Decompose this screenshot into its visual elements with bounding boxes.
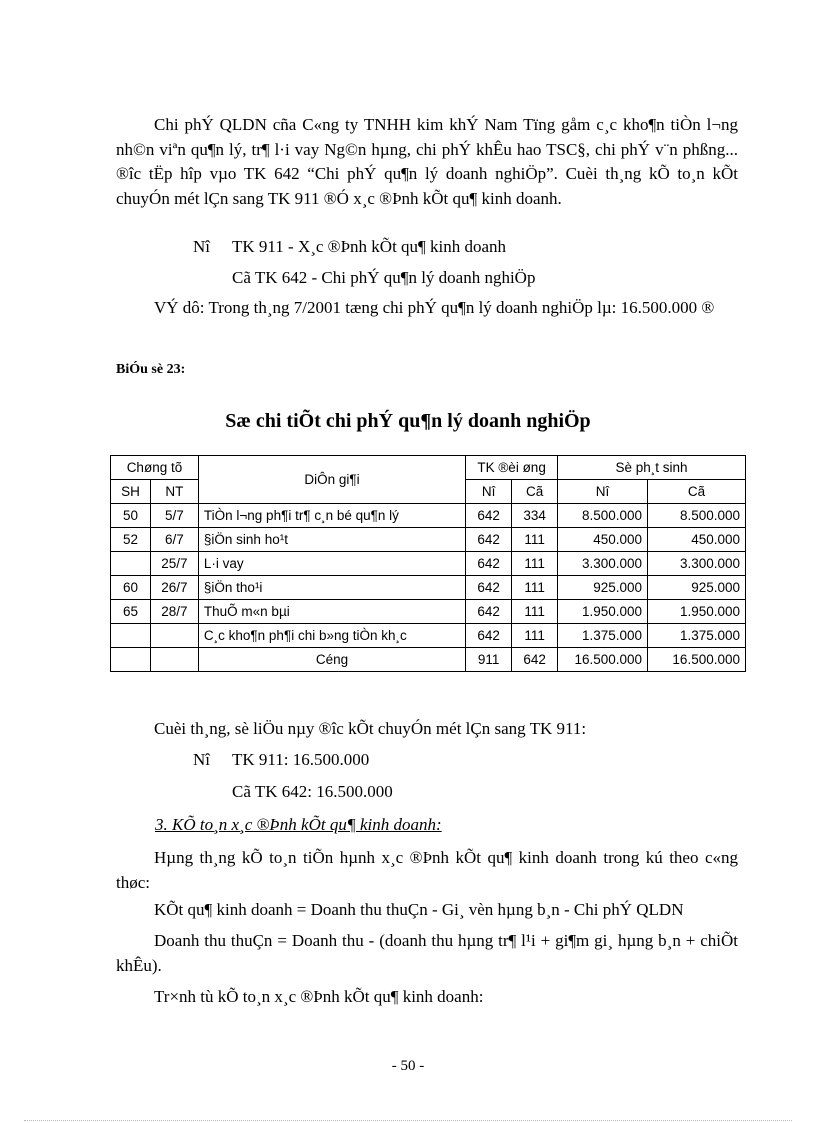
cell-desc: L·i vay (198, 552, 465, 576)
procedure-paragraph: Tr×nh tù kÕ to¸n x¸c ®Þnh kÕt qu¶ kinh doanh: (154, 987, 484, 1006)
cell-nt: 25/7 (150, 552, 198, 576)
cell-tk-no: 642 (466, 600, 512, 624)
header-nt: NT (150, 480, 198, 504)
cell-co: 925.000 (648, 576, 746, 600)
footer-divider (24, 1120, 792, 1121)
cell-tk-co: 111 (512, 576, 558, 600)
cell-co: 1.950.000 (648, 600, 746, 624)
header-so-phat-sinh: Sè ph¸t sinh (558, 456, 746, 480)
journal-co-entry: Cã TK 642 - Chi phÝ qu¶n lý doanh nghiÖp (232, 268, 536, 287)
transfer-no-entry: TK 911: 16.500.000 (232, 750, 370, 769)
cell-tk-co: 334 (512, 504, 558, 528)
cell-desc: ThuÕ m«n bµi (198, 600, 465, 624)
cell-nt: 26/7 (150, 576, 198, 600)
cell-tk-no: 642 (466, 624, 512, 648)
ledger-table (110, 455, 746, 672)
cell-nt: 5/7 (150, 504, 198, 528)
cell-sh (111, 552, 151, 576)
page-number: - 50 - (391, 1058, 425, 1074)
cell-no: 925.000 (558, 576, 648, 600)
cell-no: 3.300.000 (558, 552, 648, 576)
cell-tk-no: 642 (466, 552, 512, 576)
cell-no: 8.500.000 (558, 504, 648, 528)
cell-sh (111, 624, 151, 648)
table-title: Sæ chi tiÕt chi phÝ qu¶n lý doanh nghiÖp (225, 410, 591, 432)
cell-sh: 52 (111, 528, 151, 552)
intro-paragraph: Chi phÝ QLDN cña C«ng ty TNHH kim khÝ Nam Tïng gåm c¸c kho¶n tiÒn l¬ng nh©n viªn qu¶n lý, tr¶ l·i vay Ng©n hµng, chi phÝ khÊu hao TSC§, chi phÝ v¨n phßng... ®îc tËp hîp vµo TK 642 “Chi phÝ qu¶n lý doanh nghiÖp”. Cuèi th¸ng kÕ to¸n kÕt chuyÓn mét lÇn sang TK 911 ®Ó x¸c ®Þnh kÕt qu¶ kinh doanh. (116, 115, 738, 208)
cell-nt: 28/7 (150, 600, 198, 624)
cell-tk-co: 111 (512, 552, 558, 576)
table-row (111, 528, 746, 552)
transfer-paragraph: Cuèi th¸ng, sè liÖu nµy ®îc kÕt chuyÓn mét lÇn sang TK 911: (154, 719, 587, 738)
table-row (111, 600, 746, 624)
cell-tk-no: 642 (466, 504, 512, 528)
cell-sh: 60 (111, 576, 151, 600)
table-row (111, 504, 746, 528)
example-paragraph: VÝ dô: Trong th¸ng 7/2001 tæng chi phÝ qu¶n lý doanh nghiÖp lµ: 16.500.000 ® (154, 298, 715, 317)
table-row (111, 624, 746, 648)
method-paragraph: Hµng th¸ng kÕ to¸n tiÕn hµnh x¸c ®Þnh kÕt qu¶ kinh doanh trong kú theo c«ng thøc: (116, 848, 738, 892)
header-tk-no: Nî (466, 480, 512, 504)
cell-nt (150, 624, 198, 648)
formula-2: Doanh thu thuÇn = Doanh thu - (doanh thu hµng tr¶ l¹i + gi¶m gi¸ hµng b¸n + chiÕt khÊu). (116, 931, 738, 975)
cell-no: 16.500.000 (558, 648, 648, 672)
cell-desc: C¸c kho¶n ph¶i chi b»ng tiÒn kh¸c (198, 624, 465, 648)
cell-tk-no: 642 (466, 528, 512, 552)
header-sh: SH (111, 480, 151, 504)
cell-desc: §iÖn tho¹i (198, 576, 465, 600)
journal-no-label: Nî (193, 237, 210, 256)
header-tk-co: Cã (512, 480, 558, 504)
cell-no: 1.950.000 (558, 600, 648, 624)
cell-empty (111, 648, 151, 672)
header-ps-no: Nî (558, 480, 648, 504)
section-heading: 3. KÕ to¸n x¸c ®Þnh kÕt qu¶ kinh doanh: (155, 815, 442, 834)
cell-no: 450.000 (558, 528, 648, 552)
cell-co: 16.500.000 (648, 648, 746, 672)
cell-tk-no: 911 (466, 648, 512, 672)
cell-no: 1.375.000 (558, 624, 648, 648)
header-chung-tu: Chøng tõ (111, 456, 199, 480)
table-label: BiÓu sè 23: (116, 362, 186, 377)
transfer-co-entry: Cã TK 642: 16.500.000 (232, 782, 393, 801)
formula-1: KÕt qu¶ kinh doanh = Doanh thu thuÇn - Gi¸ vèn hµng b¸n - Chi phÝ QLDN (154, 900, 684, 919)
cell-tk-co: 111 (512, 600, 558, 624)
table-row (111, 576, 746, 600)
cell-tk-co: 111 (512, 624, 558, 648)
cell-desc: TiÒn l¬ng ph¶i tr¶ c¸n bé qu¶n lý (198, 504, 465, 528)
cell-tk-no: 642 (466, 576, 512, 600)
cell-co: 1.375.000 (648, 624, 746, 648)
journal-no-entry: TK 911 - X¸c ®Þnh kÕt qu¶ kinh doanh (232, 237, 507, 256)
cell-nt: 6/7 (150, 528, 198, 552)
table-row (111, 552, 746, 576)
cell-co: 450.000 (648, 528, 746, 552)
cell-co: 8.500.000 (648, 504, 746, 528)
cell-sh: 65 (111, 600, 151, 624)
table-total-row (111, 648, 746, 672)
header-ps-co: Cã (648, 480, 746, 504)
cell-sh: 50 (111, 504, 151, 528)
cell-tk-co: 111 (512, 528, 558, 552)
cell-empty (150, 648, 198, 672)
header-dien-giai: DiÔn gi¶i (198, 456, 465, 504)
cell-desc: §iÖn sinh ho¹t (198, 528, 465, 552)
cell-total-label: Céng (198, 648, 465, 672)
header-tk-doi-ung: TK ®èi øng (466, 456, 558, 480)
cell-tk-co: 642 (512, 648, 558, 672)
cell-co: 3.300.000 (648, 552, 746, 576)
transfer-no-label: Nî (193, 750, 210, 769)
